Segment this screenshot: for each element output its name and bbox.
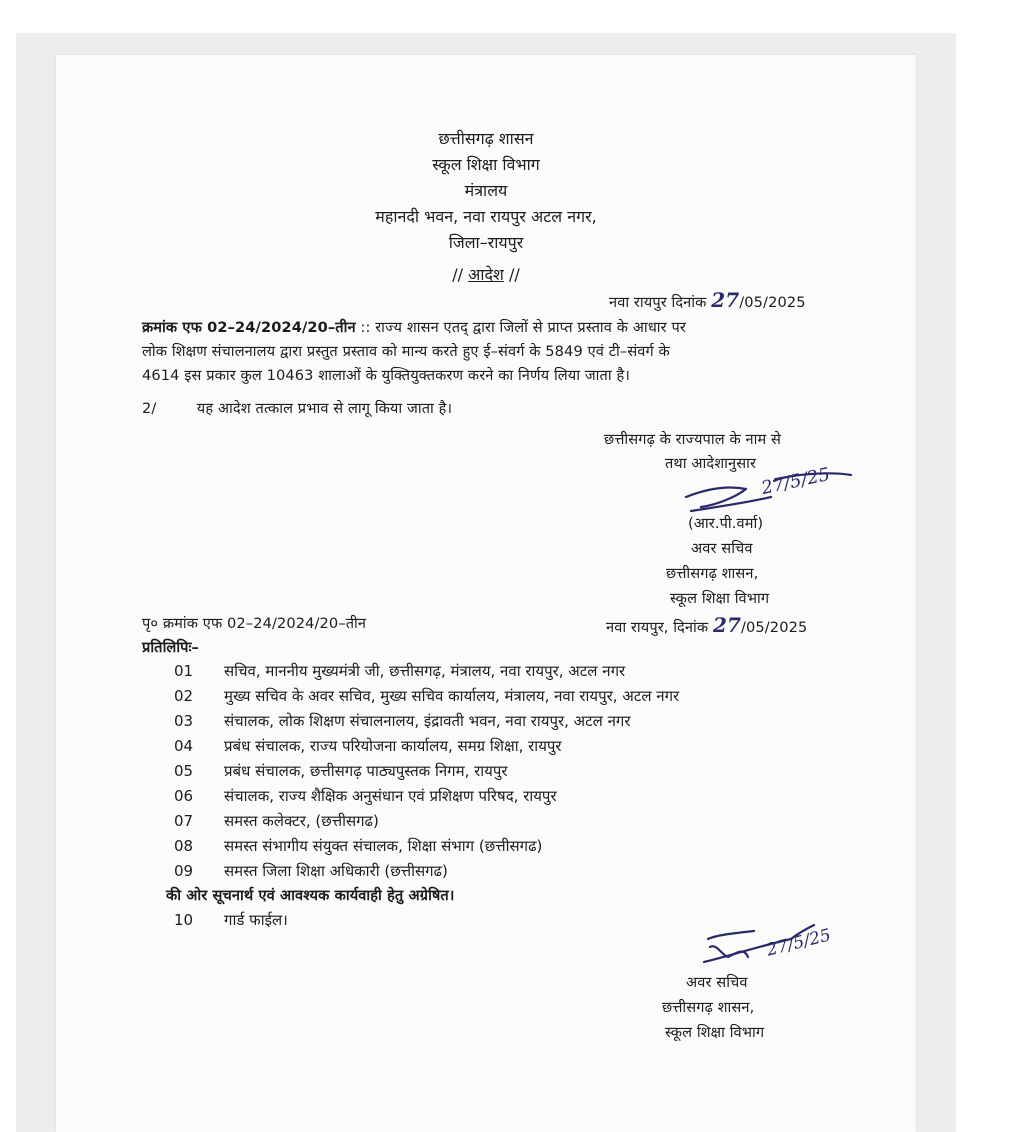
list-item-text: सचिव, माननीय मुख्यमंत्री जी, छत्तीसगढ़, मंत्रालय, नवा रायपुर, अटल नगर — [224, 662, 626, 680]
signatory-office-1: छत्तीसगढ़ शासन, — [666, 565, 759, 582]
governor-name-line: छत्तीसगढ़ के राज्यपाल के नाम से — [604, 431, 781, 448]
document-page — [56, 55, 916, 1132]
list-item — [174, 836, 542, 856]
list-item — [174, 761, 508, 781]
list-item-text: मुख्य सचिव के अवर सचिव, मुख्य सचिव कार्यालय, मंत्रालय, नवा रायपुर, अटल नगर — [224, 687, 680, 705]
order-reference: क्रमांक एफ 02–24/2024/20–तीन — [142, 319, 356, 336]
signatory-2-designation: अवर सचिव — [686, 974, 748, 991]
list-item-text: प्रबंध संचालक, राज्य परियोजना कार्यालय, समग्र शिक्षा, रायपुर — [224, 737, 562, 755]
endorsement-handwritten-day: 27 — [712, 613, 741, 637]
handwritten-date-1: 27/5/25 — [759, 464, 832, 499]
list-item — [174, 861, 448, 881]
endorsement-date-suffix: /05/2025 — [741, 619, 808, 636]
list-item-text: समस्त कलेक्टर, (छत्तीसगढ) — [224, 812, 379, 830]
date-prefix: नवा रायपुर दिनांक — [609, 294, 707, 311]
by-order-line: तथा आदेशानुसार — [665, 455, 757, 472]
list-item-text: संचालक, राज्य शैक्षिक अनुसंधान एवं प्रशिक्षण परिषद, रायपुर — [224, 787, 557, 805]
order-para-line-3: 4614 इस प्रकार कुल 10463 शालाओं के युक्तियुक्तकरण करने का निर्णय लिया जाता है। — [142, 367, 630, 384]
copy-label: प्रतिलिपिः– — [142, 639, 199, 656]
signatory-2-office-2: स्कूल शिक्षा विभाग — [665, 1024, 765, 1041]
list-item-number: 01 — [174, 662, 194, 680]
handwritten-date-2: 27/5/25 — [764, 925, 833, 961]
header-govt: छत्तीसगढ़ शासन — [438, 129, 534, 148]
list-item-text: गार्ड फाईल। — [224, 911, 288, 929]
header-department: स्कूल शिक्षा विभाग — [432, 155, 540, 174]
order-title-text: आदेश — [468, 265, 504, 284]
order-title-prefix: // — [452, 265, 464, 284]
order-para-line-2: लोक शिक्षण संचालनालय द्वारा प्रस्तुत प्रस्ताव को मान्य करते हुए ई–संवर्ग के 5849 एवं टी–संवर्ग के — [142, 343, 670, 360]
list-item-number: 09 — [174, 862, 194, 880]
list-item-number: 10 — [174, 911, 194, 929]
endorsement-reference: पृ० क्रमांक एफ 02–24/2024/20–तीन — [142, 615, 367, 632]
order-para-line-1 — [142, 317, 686, 337]
list-item — [174, 811, 379, 831]
list-item-number: 05 — [174, 762, 194, 780]
header-ministry: मंत्रालय — [464, 181, 508, 200]
list-item-number: 06 — [174, 787, 194, 805]
list-item-number: 08 — [174, 837, 194, 855]
list-item-text: प्रबंध संचालक, छत्तीसगढ़ पाठ्यपुस्तक निगम, रायपुर — [224, 762, 508, 780]
header-district: जिला–रायपुर — [448, 233, 524, 252]
date-line-1 — [609, 288, 806, 312]
list-item-text: समस्त संभागीय संयुक्त संचालक, शिक्षा संभाग (छत्तीसगढ) — [224, 837, 543, 855]
order-title-suffix: // — [508, 265, 520, 284]
endorsement-date — [606, 613, 807, 637]
list-item-number: 03 — [174, 712, 194, 730]
list-item-number: 07 — [174, 812, 194, 830]
list-item — [174, 661, 625, 681]
handwritten-day: 27 — [711, 288, 740, 312]
signatory-designation: अवर सचिव — [691, 540, 753, 557]
list-item-number: 02 — [174, 687, 194, 705]
signatory-2-office-1: छत्तीसगढ़ शासन, — [662, 999, 755, 1016]
endorsement-date-prefix: नवा रायपुर, दिनांक — [606, 619, 709, 636]
signatory-name: (आर.पी.वर्मा) — [688, 515, 764, 532]
list-item-text: समस्त जिला शिक्षा अधिकारी (छत्तीसगढ) — [224, 862, 448, 880]
list-item — [174, 910, 288, 930]
para-2-number: 2/ — [142, 400, 157, 417]
forwarding-note: की ओर सूचनार्थ एवं आवश्यक कार्यवाही हेतु अग्रेषित। — [166, 887, 455, 904]
list-item — [174, 686, 679, 706]
list-item — [174, 711, 631, 731]
order-title — [56, 263, 916, 285]
order-para-line-1-text: :: राज्य शासन एतद् द्वारा जिलों से प्राप्त प्रस्ताव के आधार पर — [355, 319, 686, 336]
order-para-2 — [142, 398, 452, 418]
para-2-text: यह आदेश तत्काल प्रभाव से लागू किया जाता है। — [196, 400, 453, 417]
date-suffix: /05/2025 — [739, 294, 806, 311]
list-item — [174, 786, 557, 806]
list-item — [174, 736, 562, 756]
list-item-number: 04 — [174, 737, 194, 755]
signatory-office-2: स्कूल शिक्षा विभाग — [670, 590, 770, 607]
list-item-text: संचालक, लोक शिक्षण संचालनालय, इंद्रावती भवन, नवा रायपुर, अटल नगर — [224, 712, 631, 730]
header-address: महानदी भवन, नवा रायपुर अटल नगर, — [375, 207, 597, 226]
